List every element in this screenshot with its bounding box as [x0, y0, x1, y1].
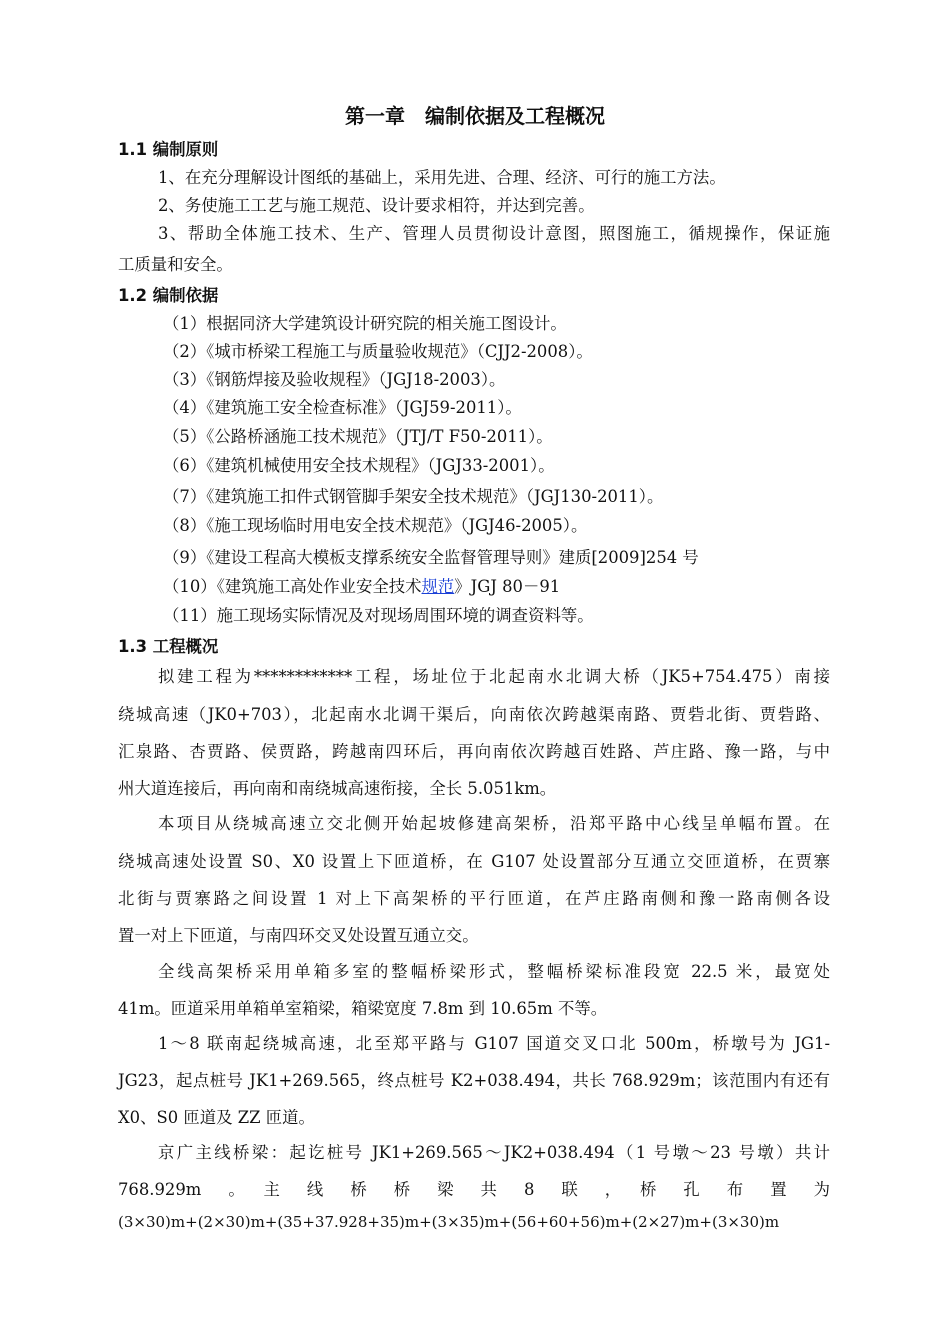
reference-item: （11）施工现场实际情况及对现场周围环境的调查资料等。: [163, 606, 594, 625]
overview-p1-line: 汇泉路、杏贾路、侯贾路，跨越南四环后，再向南依次跨越百姓路、芦庄路、豫一路，与中: [118, 742, 830, 761]
reference-10-prefix: （10）《建筑施工高处作业安全技术: [163, 577, 422, 596]
overview-p5-line: (3×30)m+(2×30)m+(35+37.928+35)m+(3×35)m+(56+60+56)m+(2×27)m+(3×30)m: [118, 1213, 780, 1231]
reference-item-10: [163, 573, 875, 597]
overview-p1-line: 州大道连接后，再向南和南绕城高速衔接，全长 5.051km。: [118, 779, 557, 798]
standard-link[interactable]: 规范: [421, 577, 455, 596]
overview-p5-line: 768.929m 。 主 线 桥 桥 梁 共 8 联 ， 桥 孔 布 置 为: [118, 1180, 830, 1199]
section-heading-1-2: 1.2 编制依据: [118, 286, 219, 305]
overview-p3-line: 全线高架桥采用单箱多室的整幅桥梁形式，整幅桥梁标准段宽 22.5 米，最宽处: [158, 962, 830, 981]
reference-item: （4）《建筑施工安全检查标准》（JGJ59-2011）。: [163, 398, 522, 417]
reference-10-suffix: 》JGJ 80－91: [454, 577, 561, 596]
reference-item: （6）《建筑机械使用安全技术规程》（JGJ33-2001）。: [163, 456, 555, 475]
section-heading-1-1: 1.1 编制原则: [118, 140, 219, 159]
overview-p5-line: 京广主线桥梁：起讫桩号 JK1+269.565～JK2+038.494（1 号墩～23 号墩）共计: [158, 1143, 830, 1162]
overview-p1-line: 拟建工程为************工程，场址位于北起南水北调大桥（JK5+754.475）南接: [158, 667, 830, 686]
section-heading-1-3: 1.3 工程概况: [118, 637, 219, 656]
principle-2: 2、务使施工工艺与施工规范、设计要求相符，并达到完善。: [158, 196, 595, 215]
overview-p2-line: 置一对上下匝道，与南四环交叉处设置互通立交。: [118, 926, 479, 945]
reference-item: （7）《建筑施工扣件式钢管脚手架安全技术规范》（JGJ130-2011）。: [163, 487, 664, 506]
principle-3-line-2: 工质量和安全。: [118, 255, 233, 274]
reference-item: （1）根据同济大学建筑设计研究院的相关施工图设计。: [163, 314, 567, 333]
overview-p2-line: 北街与贾寨路之间设置 1 对上下高架桥的平行匝道，在芦庄路南侧和豫一路南侧各设: [118, 889, 830, 908]
overview-p1-line: 绕城高速（JK0+703），北起南水北调干渠后，向南依次跨越渠南路、贾砦北街、贾砦路、: [118, 705, 830, 724]
reference-item: （3）《钢筋焊接及验收规程》（JGJ18-2003）。: [163, 370, 506, 389]
reference-item: （9）《建设工程高大模板支撑系统安全监督管理导则》建质[2009]254 号: [163, 548, 699, 567]
overview-p2-line: 本项目从绕城高速立交北侧开始起坡修建高架桥，沿郑平路中心线呈单幅布置。在: [158, 814, 830, 833]
reference-item: （5）《公路桥涵施工技术规范》（JTJ/T F50-2011）。: [163, 427, 553, 446]
overview-p3-line: 41m。匝道采用单箱单室箱梁，箱梁宽度 7.8m 到 10.65m 不等。: [118, 999, 608, 1018]
principle-3-line-1: 3、帮助全体施工技术、生产、管理人员贯彻设计意图，照图施工，循规操作，保证施: [158, 224, 830, 243]
reference-item: （8）《施工现场临时用电安全技术规范》（JGJ46-2005）。: [163, 516, 588, 535]
overview-p4-line: 1～8 联南起绕城高速，北至郑平路与 G107 国道交叉口北 500m，桥墩号为 JG1-: [158, 1034, 830, 1053]
principle-1: 1、在充分理解设计图纸的基础上，采用先进、合理、经济、可行的施工方法。: [158, 168, 726, 187]
chapter-title: 第一章 编制依据及工程概况: [345, 104, 605, 128]
reference-item: （2）《城市桥梁工程施工与质量验收规范》（CJJ2-2008）。: [163, 342, 593, 361]
overview-p2-line: 绕城高速处设置 S0、X0 设置上下匝道桥，在 G107 处设置部分互通立交匝道桥，在贾寨: [118, 852, 830, 871]
overview-p4-line: X0、S0 匝道及 ZZ 匝道。: [118, 1108, 315, 1127]
overview-p4-line: JG23，起点桩号 JK1+269.565，终点桩号 K2+038.494，共长 768.929m；该范围内有还有: [118, 1071, 830, 1090]
